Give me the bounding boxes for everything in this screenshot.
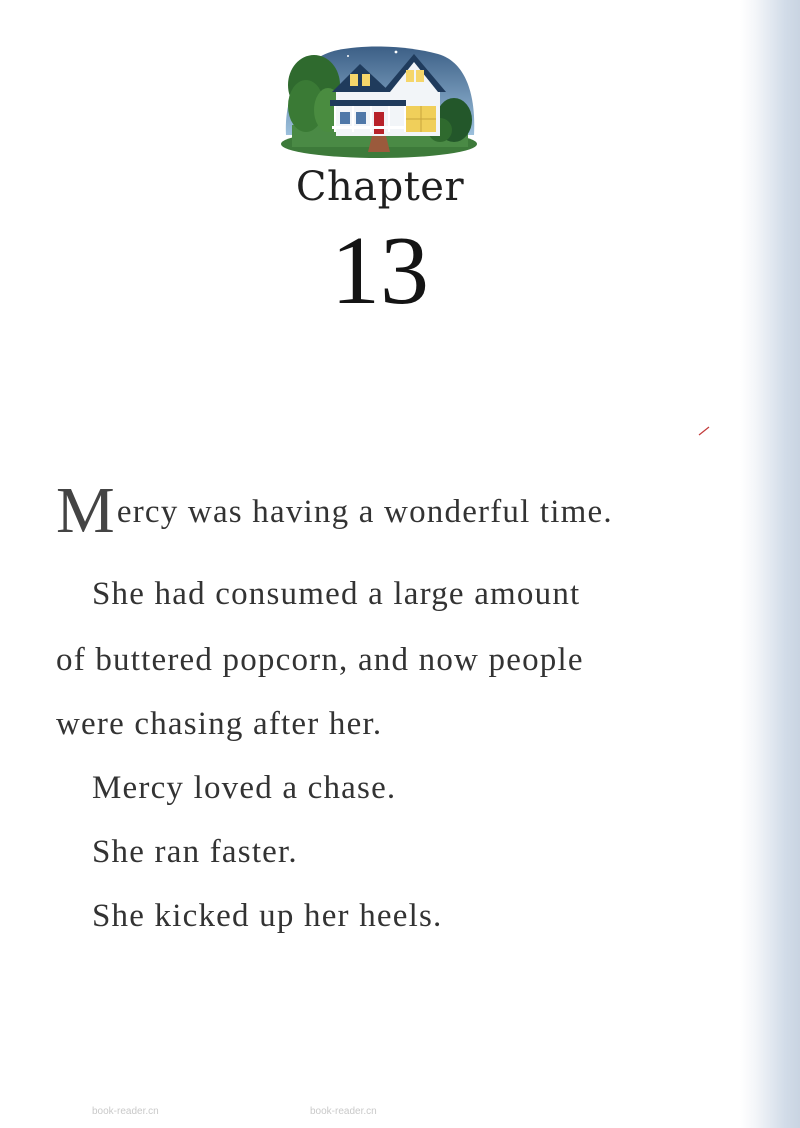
paragraph-line-1 <box>56 474 613 547</box>
watermark-right: book-reader.cn <box>310 1106 377 1117</box>
line-1-text: ercy was having a wonderful time. <box>116 494 613 530</box>
chapter-number: 13 <box>331 217 429 325</box>
paragraph-line-2: She had consumed a large amount <box>92 576 581 612</box>
paragraph-line-7: She kicked up her heels. <box>92 898 443 934</box>
paragraph-line-3: of buttered popcorn, and now people <box>56 642 584 678</box>
drop-cap-letter: M <box>56 474 116 547</box>
house-illustration-icon <box>278 40 480 160</box>
chapter-heading: Chapter <box>295 164 465 210</box>
paragraph-line-5: Mercy loved a chase. <box>92 770 397 806</box>
watermark-left: book-reader.cn <box>92 1106 159 1117</box>
paragraph-line-4: were chasing after her. <box>56 706 383 742</box>
paragraph-line-6: She ran faster. <box>92 834 298 870</box>
stray-ink-mark-icon <box>698 426 710 436</box>
